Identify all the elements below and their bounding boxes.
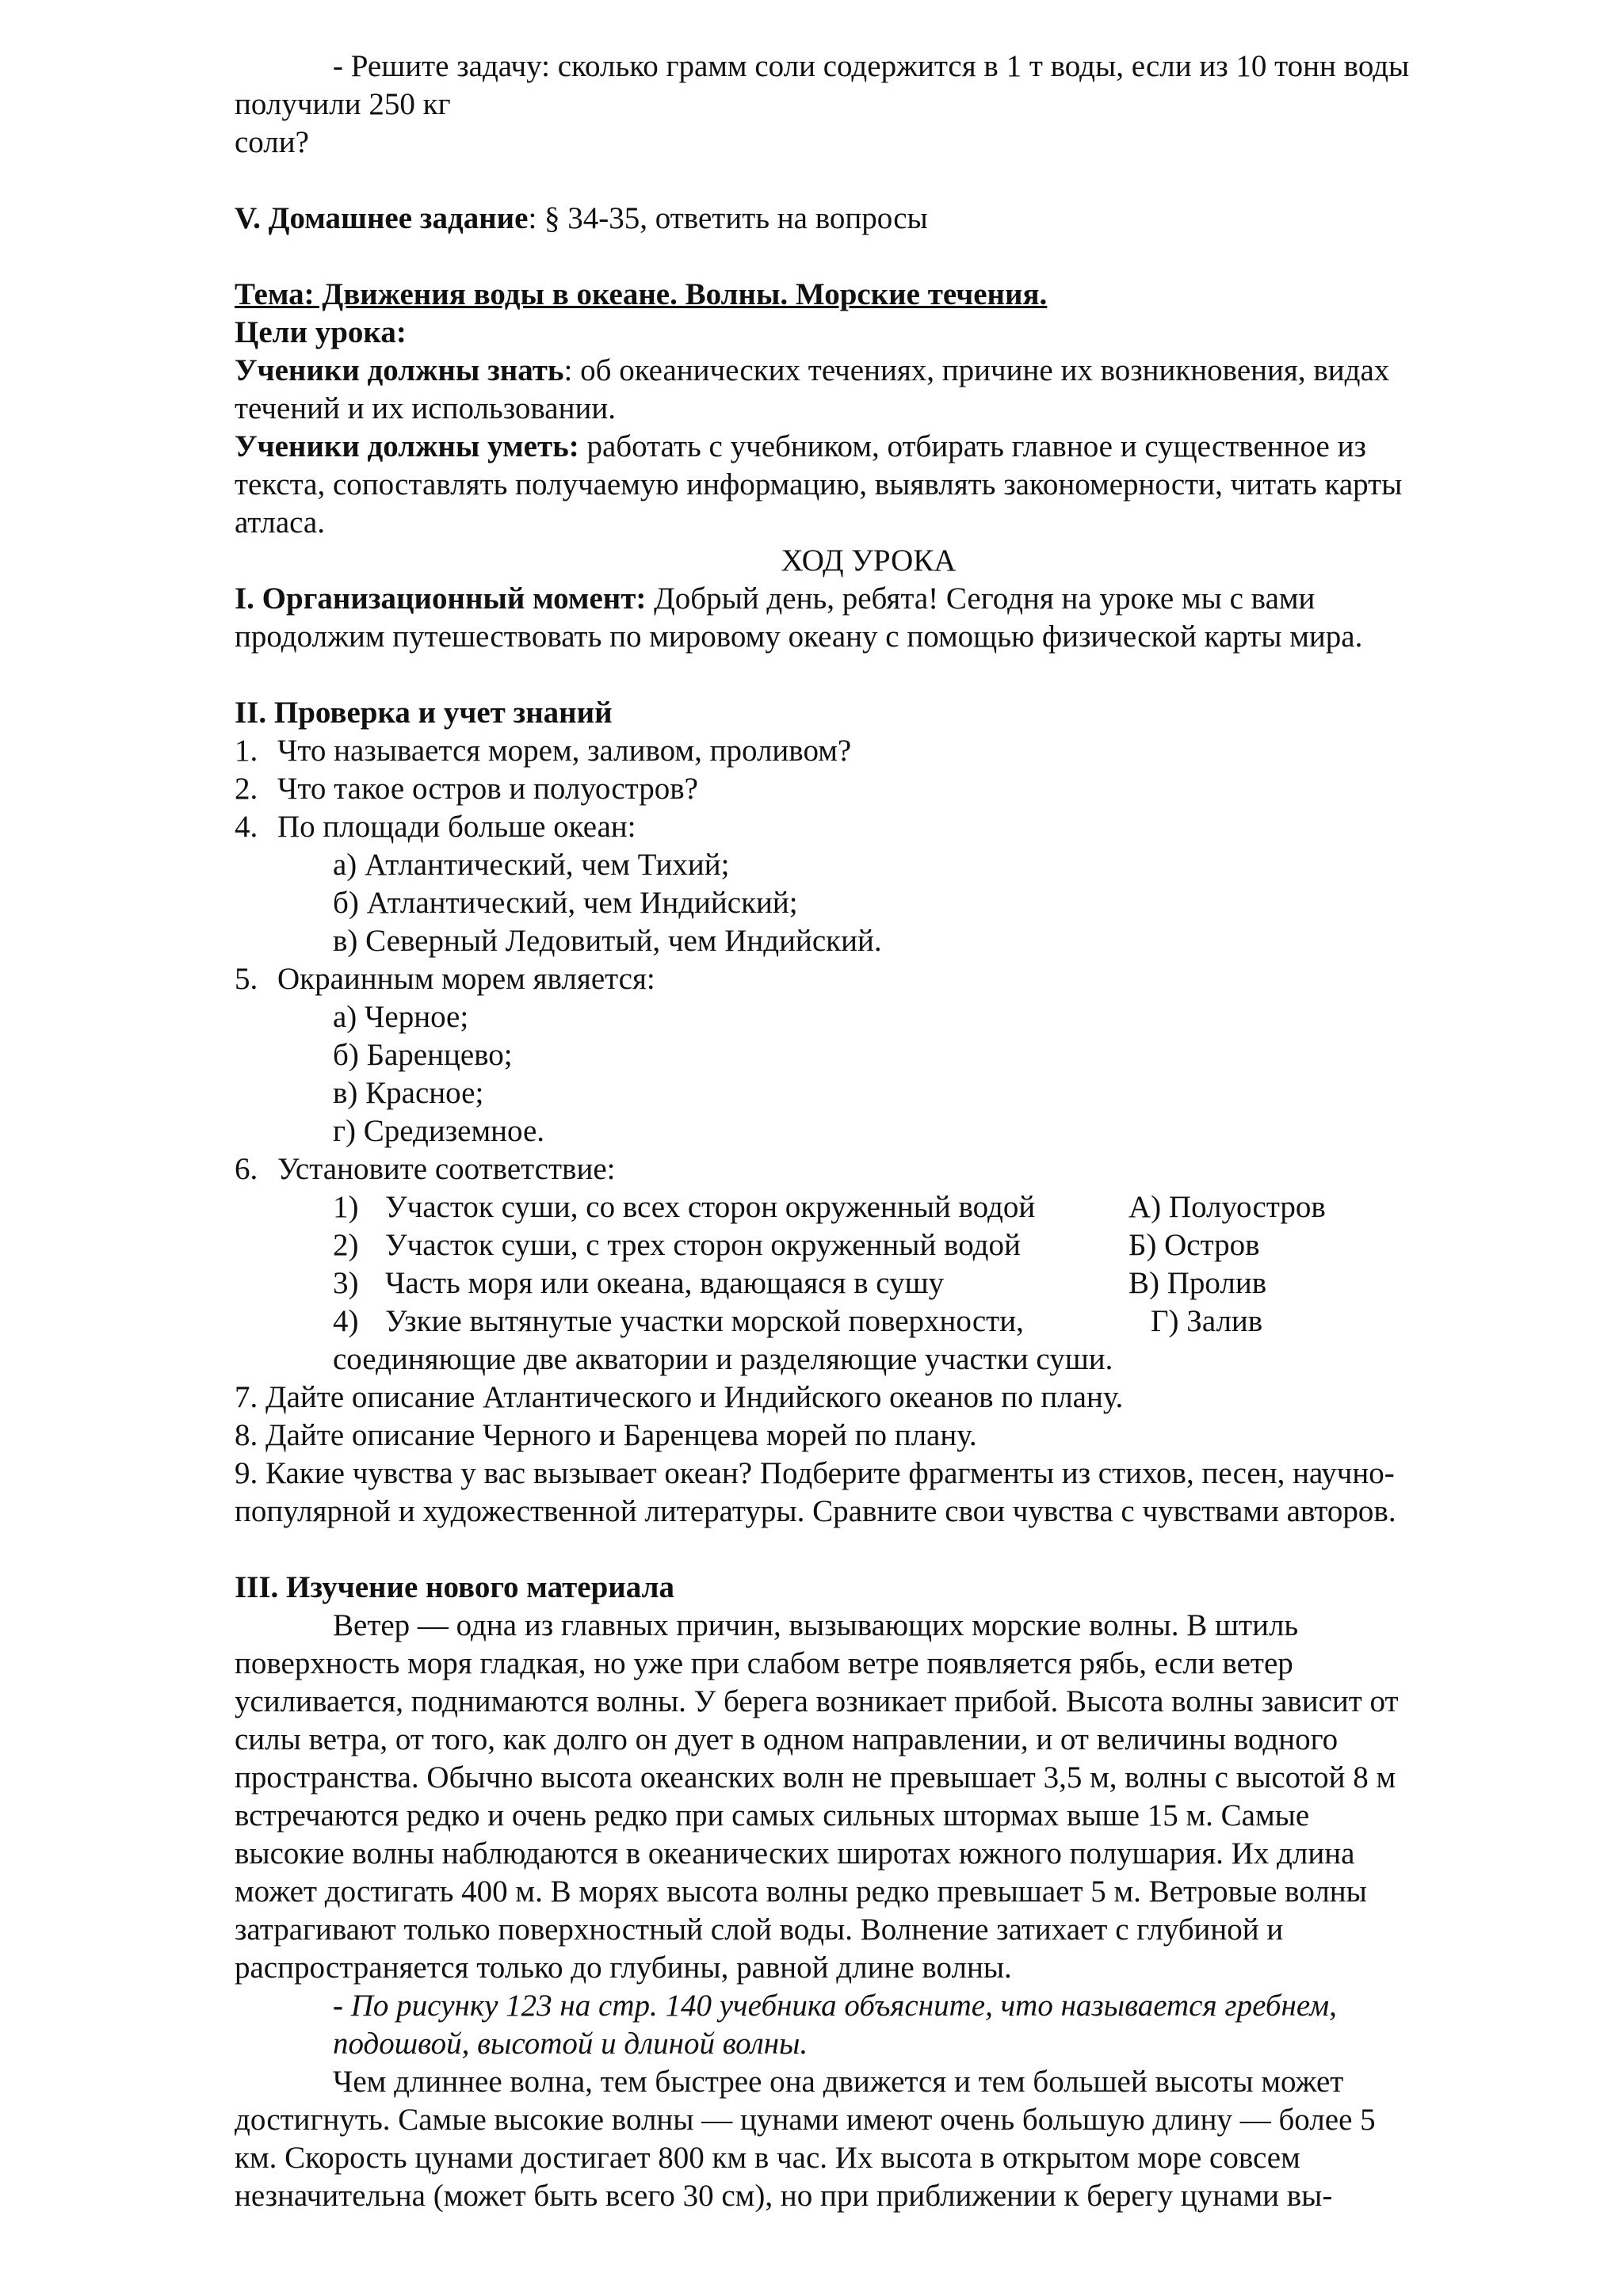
paragraph-line: может достигать 400 м. В морях высота волны редко превышает 5 м. Ветровые волны xyxy=(235,1875,1367,1909)
org-text-1: Добрый день, ребята! Сегодня на уроке мы с вами xyxy=(646,582,1316,616)
homework-label: V. Домашнее задание xyxy=(235,201,529,235)
homework-text: : § 34-35, ответить на вопросы xyxy=(528,201,928,235)
question-6 xyxy=(235,1150,1503,1188)
match-number: 1) xyxy=(333,1190,359,1224)
match-row xyxy=(235,1188,1503,1226)
match-right-item: Б) Остров xyxy=(1128,1228,1260,1262)
match-left-item xyxy=(235,1188,1128,1226)
match-number: 2) xyxy=(333,1228,359,1262)
paragraph-line: высокие волны наблюдаются в океанических широтах южного полушария. Их длина xyxy=(235,1836,1355,1871)
question-5 xyxy=(235,960,1503,998)
match-text: Узкие вытянутые участки морской поверхности, xyxy=(385,1304,1024,1338)
answer-option: б) Баренцево; xyxy=(333,1038,513,1072)
paragraph-line: поверхность моря гладкая, но уже при слабом ветре появляется рябь, если ветер xyxy=(235,1646,1293,1680)
paragraph-line: Ветер — одна из главных причин, вызывающих морские волны. В штиль xyxy=(333,1608,1299,1642)
match-text: Часть моря или океана, вдающаяся в сушу xyxy=(385,1266,945,1300)
answer-option: а) Черное; xyxy=(333,1000,469,1034)
match-row xyxy=(235,1226,1503,1264)
question-1 xyxy=(235,732,1503,770)
match-left-item xyxy=(235,1264,1128,1302)
blank-line xyxy=(235,656,1503,694)
paragraph-line: силы ветра, от того, как долго он дует в одном направлении, и от величины водного xyxy=(235,1722,1338,1756)
question-text: Окраинным морем является: xyxy=(277,962,655,996)
question-number: 1. xyxy=(235,734,258,768)
match-text: Участок суши, со всех сторон окруженный водой xyxy=(385,1190,1036,1224)
question-text: Установите соответствие: xyxy=(277,1152,616,1186)
task-dash: - xyxy=(333,1989,351,2023)
match-number: 4) xyxy=(333,1304,359,1338)
check-heading: II. Проверка и учет знаний xyxy=(235,696,613,730)
match-row xyxy=(235,1302,1503,1341)
new-material-heading: III. Изучение нового материала xyxy=(235,1570,674,1604)
task-line-3: соли? xyxy=(235,125,309,159)
document-page xyxy=(235,48,1503,2215)
know-label: Ученики должны знать xyxy=(235,353,564,387)
question-9-line-1: 9. Какие чувства у вас вызывает океан? Подберите фрагменты из стихов, песен, научно- xyxy=(235,1456,1395,1490)
paragraph-line: распространяется только до глубины, равной длине волны. xyxy=(235,1951,1012,1985)
match-right-item: В) Пролив xyxy=(1128,1266,1267,1300)
question-8: 8. Дайте описание Черного и Баренцева морей по плану. xyxy=(235,1418,977,1452)
figure-task-text: По рисунку 123 на стр. 140 учебника объясните, что называется гребнем, xyxy=(350,1989,1337,2023)
paragraph-line: Чем длиннее волна, тем быстрее она движется и тем большей высоты может xyxy=(333,2065,1344,2099)
question-7: 7. Дайте описание Атлантического и Индийского океанов по плану. xyxy=(235,1380,1124,1414)
org-line-2: продолжим путешествовать по мировому океану с помощью физической карты мира. xyxy=(235,620,1363,654)
can-line-3: атласа. xyxy=(235,505,325,540)
know-line-2: течений и их использовании. xyxy=(235,391,616,425)
paragraph-line: км. Скорость цунами достигает 800 км в час. Их высота в открытом море совсем xyxy=(235,2141,1300,2175)
question-number: 5. xyxy=(235,962,258,996)
match-text: Участок суши, с трех сторон окруженный водой xyxy=(385,1228,1021,1262)
question-number: 4. xyxy=(235,810,258,844)
question-9-line-2: популярной и художественной литературы. Сравните свои чувства с чувствами авторов. xyxy=(235,1494,1396,1528)
match-row xyxy=(235,1264,1503,1302)
paragraph-line: пространства. Обычно высота океанских волн не превышает 3,5 м, волны с высотой 8 м xyxy=(235,1760,1396,1794)
figure-task-line-2: подошвой, высотой и длиной волны. xyxy=(333,2027,808,2061)
answer-option: а) Атлантический, чем Тихий; xyxy=(333,848,730,882)
answer-option: в) Северный Ледовитый, чем Индийский. xyxy=(333,924,882,958)
blank-line xyxy=(235,162,1503,200)
question-text: Что называется морем, заливом, проливом? xyxy=(277,734,852,768)
question-4 xyxy=(235,808,1503,846)
can-line-2: текста, сопоставлять получаемую информацию, выявлять закономерности, читать карты xyxy=(235,467,1403,502)
blank-line xyxy=(235,1531,1503,1569)
match-left-item xyxy=(235,1226,1128,1264)
blank-line xyxy=(235,238,1503,276)
know-line-1 xyxy=(235,352,1503,390)
paragraph-line: встречаются редко и очень редко при самых сильных штормах выше 15 м. Самые xyxy=(235,1798,1310,1833)
match-left-item xyxy=(235,1302,1128,1341)
can-line-1 xyxy=(235,428,1503,466)
paragraph-line: затрагивают только поверхностный слой воды. Волнение затихает с глубиной и xyxy=(235,1913,1284,1947)
org-line-1 xyxy=(235,580,1503,618)
paragraph-line: достигнуть. Самые высокие волны — цунами имеют очень большую длину — более 5 xyxy=(235,2103,1376,2137)
can-text-1: работать с учебником, отбирать главное и существенное из xyxy=(579,429,1366,463)
task-line-1: - Решите задачу: сколько грамм соли содержится в 1 т воды, если из 10 тонн воды xyxy=(333,49,1410,83)
org-label: I. Организационный момент: xyxy=(235,582,647,616)
task-line-2: получили 250 кг xyxy=(235,87,451,121)
match-number: 3) xyxy=(333,1266,359,1300)
question-number: 2. xyxy=(235,772,258,806)
answer-option: г) Средиземное. xyxy=(333,1114,545,1148)
figure-task-line-1 xyxy=(235,1987,1503,2025)
paragraph-line: незначительна (может быть всего 30 см), но при приближении к берегу цунами вы- xyxy=(235,2179,1333,2213)
goals-label: Цели урока: xyxy=(235,315,407,349)
topic-title: Тема: Движения воды в океане. Волны. Морские течения. xyxy=(235,277,1048,311)
lesson-heading: ХОД УРОКА xyxy=(781,543,957,578)
question-2 xyxy=(235,770,1503,808)
know-text-1: : об океанических течениях, причине их возникновения, видах xyxy=(563,353,1390,387)
homework-line xyxy=(235,200,1503,238)
answer-option: б) Атлантический, чем Индийский; xyxy=(333,886,798,920)
match-continuation: соединяющие две акватории и разделяющие участки суши. xyxy=(333,1342,1113,1376)
can-label: Ученики должны уметь: xyxy=(235,429,579,463)
question-text: По площади больше океан: xyxy=(277,810,636,844)
match-right-item: А) Полуостров xyxy=(1128,1190,1326,1224)
answer-option: в) Красное; xyxy=(333,1076,484,1110)
match-right-item: Г) Залив xyxy=(1151,1304,1263,1338)
paragraph-line: усиливается, поднимаются волны. У берега возникает прибой. Высота волны зависит от xyxy=(235,1684,1399,1718)
question-text: Что такое остров и полуостров? xyxy=(277,772,698,806)
question-number: 6. xyxy=(235,1152,258,1186)
